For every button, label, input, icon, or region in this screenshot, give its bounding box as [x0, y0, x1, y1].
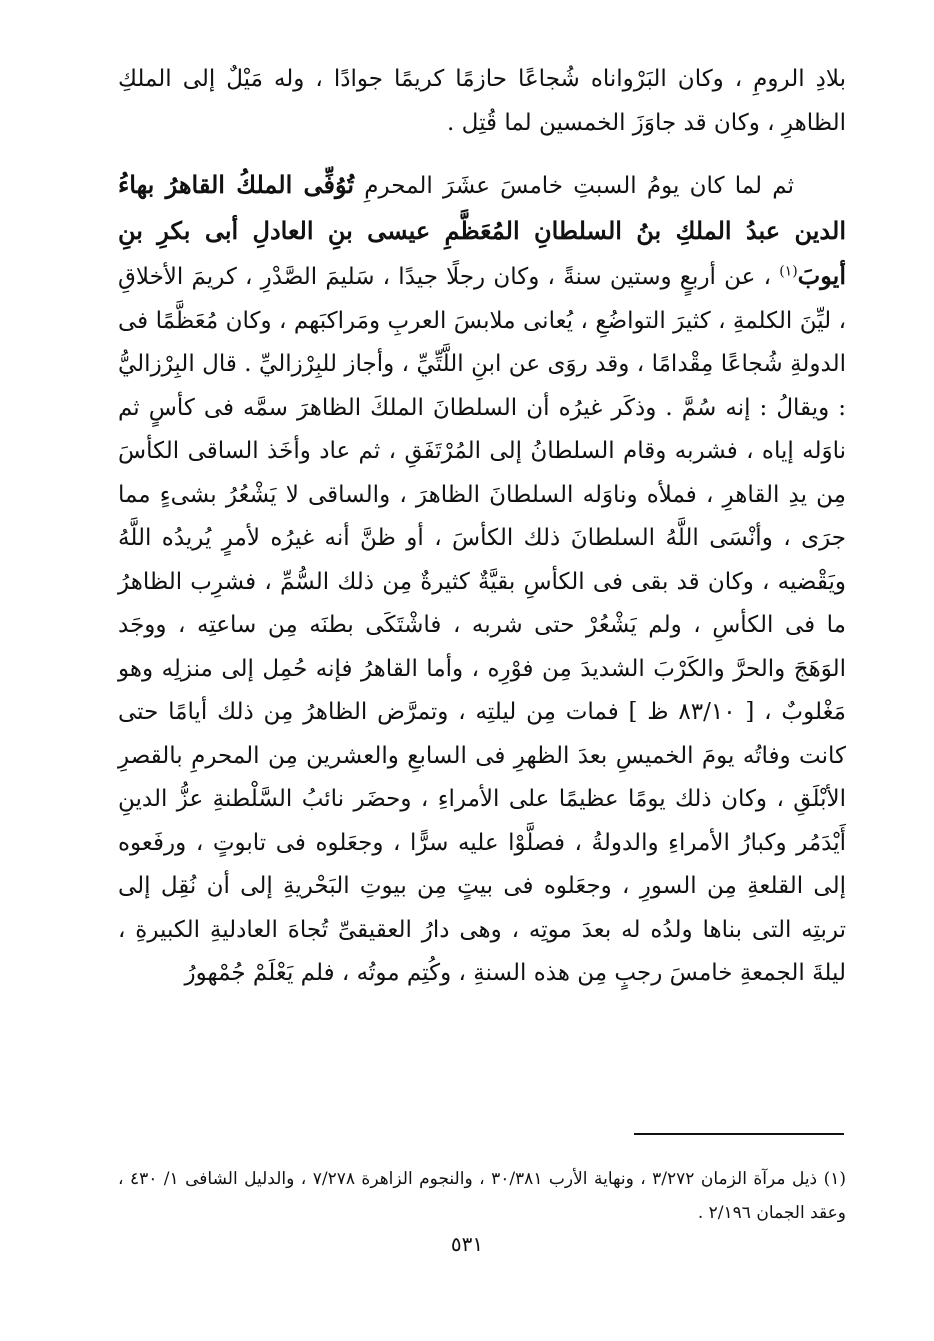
paragraph-1: بلادِ الرومِ ، وكان البَرْواناه شُجاعًا حازمًا كريمًا جوادًا ، وله مَيْلٌ إلى الملكِ الظاهرِ ، وكان قد جاوَزَ الخمسين لما قُتِل .: [118, 66, 846, 136]
footnote-marker: (١): [779, 263, 798, 280]
paragraph-2-body: ، عن أربعٍ وستين سنةً ، وكان رجلًا جيدًا ، سَليمَ الصَّدْرِ ، كريمَ الأخلاقِ ، ليِّنَ الكلمةِ ، كثيرَ التواضُعِ ، يُعانى ملابسَ العربِ ومَراكبَهم ، وكان مُعَظَّمًا فى الدولةِ شُجاعًا مِقْدامًا ، وقد روَى عن ابنِ اللَّتِّيِّ ، وأجاز للبِرْزاليِّ . قال البِرْزاليُّ : ويقالُ : إنه سُمَّ . وذكَر غيرُه أن السلطانَ الملكَ الظاهرَ سمَّه فى كأسٍ ثم ناوَله إياه ، فشربه وقام السلطانُ إلى المُرْتَفَقِ ، ثم عاد وأخَذ الساقى الكأسَ مِن يدِ القاهرِ ، فملأه وناوَله السلطانَ الظاهرَ ، والساقى لا يَشْعُرُ بشىءٍ مما جرَى ، وأنْسَى اللَّهُ السلطانَ ذلك الكأسَ ، أو ظنَّ أنه غيرُه لأمرٍ يُريدُه اللَّهُ ويَقْضيه ، وكان قد بقى فى الكأسِ بقيَّةٌ كثيرةٌ مِن ذلك السُّمِّ ، فشرِب الظاهرُ ما فى الكأسِ ، ولم يَشْعُرْ حتى شربه ، فاشْتَكَى بطنَه مِن ساعتِه ، ووجَد الوَهَجَ والحرَّ والكَرْبَ الشديدَ مِن فوْرِه ، وأما القاهرُ فإنه حُمِل إلى منزلِه وهو مَغْلوبٌ ، [ ٨٣/١٠ ظ ] فمات مِن ليلتِه ، وتمرَّض الظاهرُ مِن ذلك أيامًا حتى كانت وفاتُه يومَ الخميسِ بعدَ الظهرِ فى السابعِ والعشرين مِن المحرمِ بالقصرِ الأبْلَقِ ، وكان ذلك يومًا عظيمًا على الأمراءِ ، وحضَر نائبُ السَّلْطنةِ عزُّ الدينِ أَيْدَمُر وكبارُ الأمراءِ والدولةُ ، فصلَّوْا عليه سرًّا ، وجعَلوه فى تابوتٍ ، ورفَعوه إلى القلعةِ مِن السورِ ، وجعَلوه فى بيتٍ مِن بيوتِ البَحْريةِ إلى أن نُقِل إلى تربتِه التى بناها ولدُه له بعدَ موتِه ، وهى دارُ العقيقىِّ تُجاهَ العادليةِ الكبيرةِ ، ليلةَ الجمعةِ خامسَ رجبٍ مِن هذه السنةِ ، وكُتِم موتُه ، فلم يَعْلَمْ جُمْهورُ: [118, 264, 847, 986]
main-text: [118, 58, 846, 996]
paragraph-2: [118, 163, 846, 996]
paragraph-2-intro: ثم لما كان يومُ السبتِ خامسَ عشَرَ المحرمِ: [354, 173, 794, 199]
highlighted-name: تُوُفِّى الملكُ القاهرُ بهاءُ الدين عبدُ الملكِ بنُ السلطانِ المُعَظَّمِ عيسى بنِ العادلِ أبى بكرِ بنِ أيوبَ: [118, 170, 846, 290]
footnote: (١) ذيل مرآة الزمان ٣/٢٧٢ ، ونهاية الأرب ٣٠/٣٨١ ، والنجوم الزاهرة ٧/٢٧٨ ، والدليل الشافى ١/ ٤٣٠ ، وعقد الجمان ٢/١٩٦ .: [118, 1169, 846, 1223]
footnote-divider: [634, 1133, 844, 1135]
page-number: ٥٣١: [450, 1232, 484, 1256]
